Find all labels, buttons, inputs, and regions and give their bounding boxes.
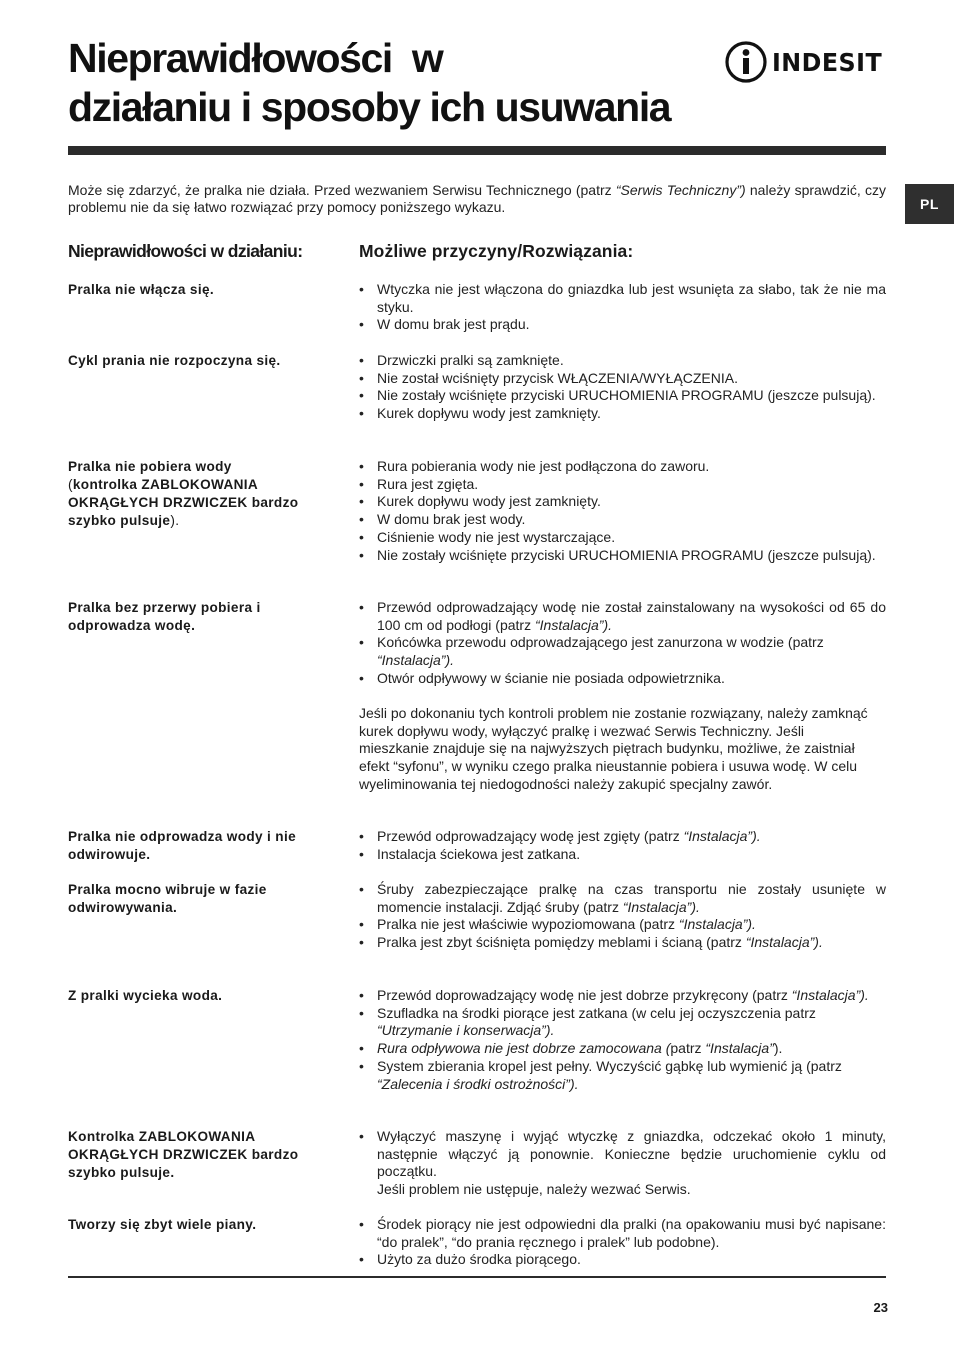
list-item: • Ciśnienie wody nie jest wystarczające. <box>359 529 886 547</box>
solution-list <box>359 1216 886 1269</box>
problem-label: Cykl prania nie rozpoczyna się. <box>68 353 281 368</box>
list-item: • Wtyczka nie jest włączona do gniazdka lub jest wsunięta za słabo, tak że nie ma styku. <box>359 281 886 316</box>
list-item: • Nie zostały wciśnięte przyciski URUCHOMIENIA PROGRAMU (jeszcze pulsują). <box>359 387 886 405</box>
list-item: • W domu brak jest prądu. <box>359 316 886 334</box>
list-item: • Rura jest zgięta. <box>359 476 886 494</box>
item-text: patrz <box>670 1040 706 1057</box>
problem-label: Pralka mocno wibruje w fazie odwirowywania. <box>68 882 267 915</box>
solution-list <box>359 828 886 863</box>
list-item <box>359 1058 886 1093</box>
indesit-i-logo-icon <box>724 40 768 84</box>
list-item <box>359 1040 886 1058</box>
item-text: Szufladka na środki piorące jest zatkana (w celu jej oczyszczenia patrz <box>377 1004 816 1021</box>
list-item: • Nie został wciśnięty przycisk WŁĄCZENIA/WYŁĄCZENIA. <box>359 370 886 388</box>
item-italic-text: Rura odpływowa nie jest dobrze zamocowana ( <box>377 1040 671 1057</box>
item-text: System zbierania kropel jest pełny. Wyczyścić gąbkę lub wymienić ją (patrz <box>377 1057 842 1074</box>
list-item: • Środek piorący nie jest odpowiedni dla pralki (na opakowaniu musi być napisane: “do pralek”, “do prania ręcznego i pralek” lub podobne). <box>359 1216 886 1251</box>
solution-list <box>359 281 886 334</box>
item-text: Końcówka przewodu odprowadzającego jest zanurzona w wodzie (patrz <box>377 634 824 651</box>
item-reference: “Instalacja”). <box>745 934 823 951</box>
solution-list <box>359 987 886 1093</box>
problem-detail: kontrolka ZABLOKOWANIA OKRĄGŁYCH DRZWICZEK bardzo szybko pulsuje <box>68 477 299 528</box>
item-text: Śruby zabezpieczające pralkę na czas transportu nie zostały usunięte w momencie instalacji. Zdjąć śruby (patrz <box>377 881 886 915</box>
item-text: Pralka nie jest właściwie wypoziomowana (patrz <box>377 916 679 933</box>
item-reference: “Utrzymanie i konserwacja”). <box>377 1022 555 1039</box>
list-item: • Kurek dopływu wody jest zamknięty. <box>359 493 886 511</box>
solutions-column-header: Możliwe przyczyny/Rozwiązania: <box>359 241 634 261</box>
problem-label: Kontrolka ZABLOKOWANIA OKRĄGŁYCH DRZWICZEK bardzo szybko pulsuje. <box>68 1129 299 1180</box>
item-text: Otwór odpływowy w ścianie nie posiada odpowietrznika. <box>377 669 725 686</box>
item-reference: “Instalacja”). <box>377 652 455 669</box>
problem-label: Pralka nie odprowadza wody i nie odwirowuje. <box>68 829 296 862</box>
logo-wordmark: INDESIT <box>772 47 883 77</box>
item-reference: “Instalacja”). <box>534 616 613 633</box>
item-text: Przewód doprowadzający wodę nie jest dobrze przykręcony (patrz <box>377 987 792 1003</box>
problem-label <box>68 458 336 530</box>
footer-divider <box>68 1276 886 1278</box>
item-text: Przewód odprowadzający wodę jest zgięty (patrz <box>377 828 684 844</box>
list-item <box>359 670 886 688</box>
list-item <box>359 934 886 952</box>
intro-reference: “Serwis Techniczny”) <box>615 182 746 198</box>
item-text: Instalacja ściekowa jest zatkana. <box>377 845 581 862</box>
page-title-line-2: działaniu i sposoby ich usuwania <box>68 84 671 130</box>
item-reference: “Instalacja”). <box>683 828 761 844</box>
solution-list <box>359 1128 886 1199</box>
list-item: • Drzwiczki pralki są zamknięte. <box>359 352 886 370</box>
problem-label: Pralka nie włącza się. <box>68 282 214 297</box>
intro-paragraph <box>68 182 886 216</box>
list-item: • W domu brak jest wody. <box>359 511 886 529</box>
page-title-line-1: Nieprawidłowości w <box>68 35 443 81</box>
list-item: • Rura pobierania wody nie jest podłączona do zaworu. <box>359 458 886 476</box>
intro-text-end: należy sprawdzić, czy problemu nie da się łatwo rozwiązać przy pomocy poniższego wykazu. <box>68 182 886 215</box>
problem-label: Tworzy się zbyt wiele piany. <box>68 1217 257 1232</box>
solution-list <box>359 881 886 952</box>
problem-label: Z pralki wycieka woda. <box>68 988 223 1003</box>
list-item: • Użyto za dużo środka piorącego. <box>359 1251 886 1269</box>
solution-list <box>359 599 886 688</box>
problems-column-header: Nieprawidłowości w działaniu: <box>68 241 303 261</box>
item-reference: “Instalacja”). <box>678 916 756 933</box>
list-item: • Nie zostały wciśnięte przyciski URUCHOMIENIA PROGRAMU (jeszcze pulsują). <box>359 547 886 565</box>
solution-list <box>359 458 886 564</box>
solution-list <box>359 352 886 423</box>
problem-label: Pralka bez przerwy pobiera i odprowadza wodę. <box>68 600 261 633</box>
intro-text: Może się zdarzyć, że pralka nie działa. Przed wezwaniem Serwisu Technicznego (patrz <box>68 182 616 198</box>
item-reference: “Instalacja”). <box>622 898 700 915</box>
list-item <box>359 599 886 634</box>
item-extra-text: Jeśli problem nie ustępuje, należy wezwać Serwis. <box>377 1181 691 1198</box>
indesit-logo <box>724 40 888 84</box>
item-reference: “Instalacja” <box>705 1040 774 1057</box>
list-item <box>359 1005 886 1040</box>
syphon-note: Jeśli po dokonaniu tych kontroli problem nie zostanie rozwiązany, należy zamknąć kurek dopływu wody, wyłączyć pralkę i wezwać Serwis Techniczny. Jeśli mieszkanie znajduje się na najwyższych piętrach budynku, możliwe, że zaistniał efekt “syfonu”, w wyniku czego pralka nieustannie pobiera i usuwa wodę. W celu wyeliminowania tej niedogodności należy zakupić specjalny zawór. <box>359 705 868 792</box>
list-item <box>359 1128 886 1199</box>
item-reference: “Instalacja”). <box>791 987 869 1003</box>
list-item <box>359 828 886 846</box>
item-text: Przewód odprowadzający wodę nie został zainstalowany na wysokości od 65 do 100 cm od podłogi (patrz <box>377 599 886 633</box>
problem-text: Pralka nie pobiera wody <box>68 459 232 474</box>
problem-paren: ). <box>170 513 180 528</box>
item-reference: “Zalecenia i środki ostrożności”). <box>377 1075 579 1092</box>
item-text-end: ). <box>773 1040 783 1057</box>
item-text: Pralka jest zbyt ściśnięta pomiędzy meblami i ścianą (patrz <box>377 934 746 951</box>
list-item <box>359 881 886 916</box>
header-divider <box>68 146 886 155</box>
list-item <box>359 987 886 1005</box>
problem-paren: ( <box>68 477 73 492</box>
list-item <box>359 634 886 669</box>
list-item <box>359 846 886 864</box>
page-title <box>68 34 728 132</box>
page-number: 23 <box>873 1300 888 1315</box>
item-text: Wyłączyć maszynę i wyjąć wtyczkę z gniazdka, odczekać około 1 minuty, następnie włączyć ją ponownie. Konieczne będzie uruchomienie cyklu od początku. <box>377 1128 886 1180</box>
list-item <box>359 916 886 934</box>
list-item: • Kurek dopływu wody jest zamknięty. <box>359 405 886 423</box>
language-tab: PL <box>905 184 954 224</box>
